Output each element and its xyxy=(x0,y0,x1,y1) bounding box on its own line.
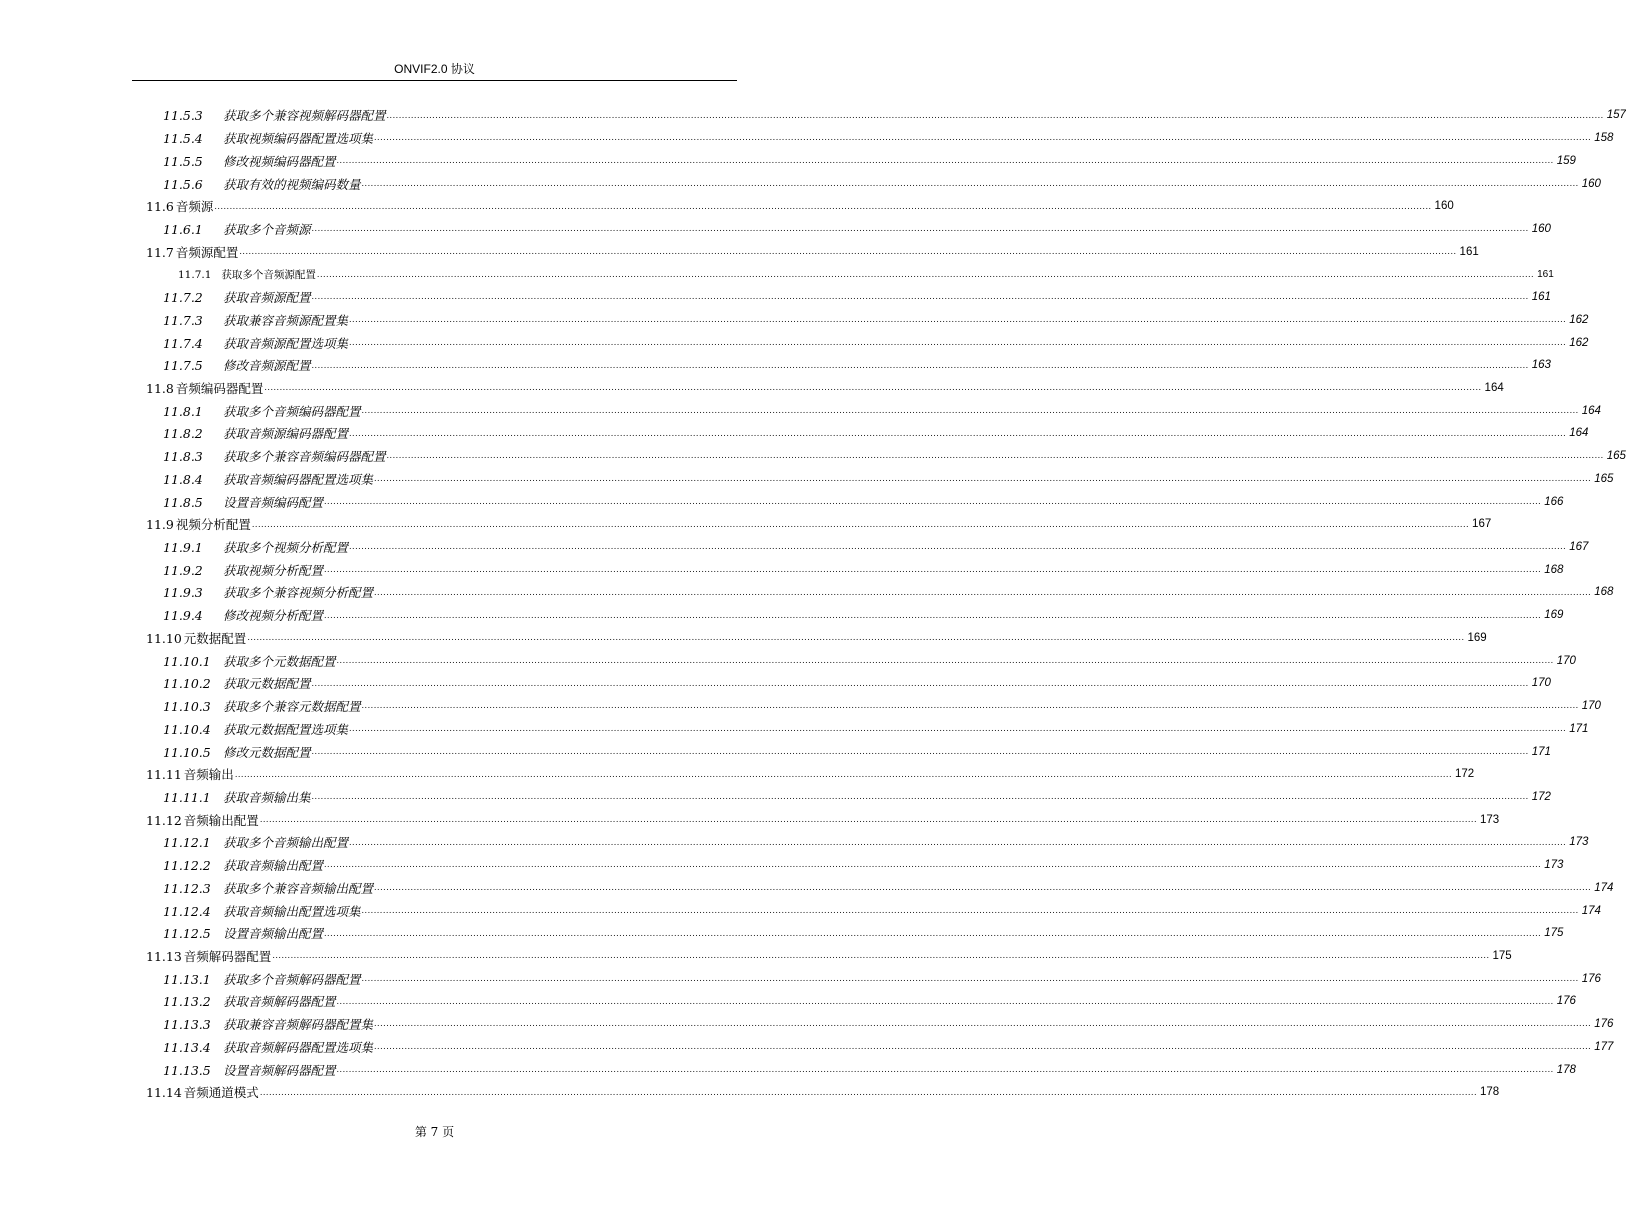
toc-entry-title: 获取音频源配置 xyxy=(223,290,311,306)
toc-entry[interactable] xyxy=(146,627,1487,650)
toc-entry-title: 修改视频分析配置 xyxy=(223,608,324,624)
toc-entry-label xyxy=(163,833,348,851)
toc-dot-leader: ................................................................................................................................................................................................................................................................................................................................................................................................................ xyxy=(336,1064,1554,1074)
toc-entry-number: 11.5.3 xyxy=(163,108,203,124)
toc-entry-number: 11.7.4 xyxy=(163,335,203,351)
toc-entry-title: 获取音频编码器配置选项集 xyxy=(223,471,374,487)
toc-entry-title: 音频通道模式 xyxy=(183,1085,259,1101)
toc-dot-leader: ................................................................................................................................................................................................................................................................................................................................................................................................................ xyxy=(349,724,1567,734)
toc-entry[interactable] xyxy=(146,808,1500,831)
toc-entry-title: 获取多个视频分析配置 xyxy=(223,540,349,556)
toc-entry-title: 获取多个音频源 xyxy=(223,221,311,237)
toc-entry[interactable] xyxy=(163,536,1589,559)
toc-page-number: 163 xyxy=(1531,359,1551,372)
toc-page-number: 174 xyxy=(1594,881,1614,894)
toc-dot-leader: ................................................................................................................................................................................................................................................................................................................................................................................................................ xyxy=(336,156,1554,166)
toc-dot-leader: ................................................................................................................................................................................................................................................................................................................................................................................................................ xyxy=(324,610,1542,620)
toc-dot-leader: ................................................................................................................................................................................................................................................................................................................................................................................................................ xyxy=(247,633,1465,643)
toc-entry-label xyxy=(163,356,311,374)
toc-entry-label xyxy=(146,811,259,829)
toc-dot-leader: ................................................................................................................................................................................................................................................................................................................................................................................................................ xyxy=(214,201,1432,211)
toc-page-number: 169 xyxy=(1467,631,1487,644)
toc-entry-label xyxy=(163,902,361,920)
toc-dot-leader: ................................................................................................................................................................................................................................................................................................................................................................................................................ xyxy=(264,383,1482,393)
toc-page-number: 159 xyxy=(1556,154,1576,167)
toc-page-number: 172 xyxy=(1531,790,1551,803)
toc-entry-number: 11.7.5 xyxy=(163,358,203,374)
toc-entry-title: 音频编码器配置 xyxy=(175,380,264,396)
toc-entry[interactable] xyxy=(163,740,1551,763)
toc-entry[interactable] xyxy=(163,831,1589,854)
toc-entry[interactable] xyxy=(163,649,1576,672)
toc-entry[interactable] xyxy=(163,581,1614,604)
toc-entry-title: 获取兼容音频源配置集 xyxy=(223,312,349,328)
toc-page-number: 172 xyxy=(1455,768,1475,781)
toc-dot-leader: ................................................................................................................................................................................................................................................................................................................................................................................................................ xyxy=(361,905,1579,915)
toc-page-number: 164 xyxy=(1484,381,1504,394)
toc-entry-label xyxy=(146,1083,259,1101)
toc-entry-number: 11.9.3 xyxy=(163,585,203,601)
toc-page-number: 165 xyxy=(1606,450,1626,463)
toc-entry-number: 11.8.5 xyxy=(163,494,203,510)
toc-entry-number: 11.8.4 xyxy=(163,471,203,487)
toc-entry-title: 元数据配置 xyxy=(183,630,247,646)
toc-entry[interactable] xyxy=(163,1013,1614,1036)
toc-entry-number: 11.10.2 xyxy=(163,676,211,692)
toc-page-number: 168 xyxy=(1544,563,1564,576)
toc-entry-number: 11.5.6 xyxy=(163,176,203,192)
toc-entry-label xyxy=(163,1038,373,1056)
toc-entry-number: 11.12.3 xyxy=(163,880,211,896)
toc-entry-number: 11.8.3 xyxy=(163,449,203,465)
toc-entry-label xyxy=(146,515,251,533)
toc-entry-number: 11.9.1 xyxy=(163,540,203,556)
toc-page-number: 170 xyxy=(1556,654,1576,667)
toc-entry-label xyxy=(163,606,323,624)
toc-entry-label xyxy=(163,879,373,897)
toc-entry-title: 获取兼容音频解码器配置集 xyxy=(223,1017,374,1033)
toc-dot-leader: ................................................................................................................................................................................................................................................................................................................................................................................................................ xyxy=(374,474,1592,484)
toc-dot-leader: ................................................................................................................................................................................................................................................................................................................................................................................................................ xyxy=(324,928,1542,938)
toc-entry-number: 11.10.4 xyxy=(163,721,211,737)
toc-entry-label xyxy=(163,970,361,988)
toc-page-number: 175 xyxy=(1544,927,1564,940)
toc-entry-number: 11.8.1 xyxy=(163,403,203,419)
toc-dot-leader: ................................................................................................................................................................................................................................................................................................................................................................................................................ xyxy=(272,951,1490,961)
toc-entry-title: 获取多个兼容视频分析配置 xyxy=(223,585,374,601)
toc-dot-leader: ................................................................................................................................................................................................................................................................................................................................................................................................................ xyxy=(251,519,1470,529)
toc-page-number: 167 xyxy=(1472,518,1492,531)
toc-entry-label xyxy=(146,379,263,397)
toc-entry-title: 获取音频输出配置 xyxy=(223,858,324,874)
toc-entry-label xyxy=(163,175,361,193)
toc-entry-number: 11.8 xyxy=(146,380,174,396)
toc-dot-leader: ................................................................................................................................................................................................................................................................................................................................................................................................................ xyxy=(349,837,1567,847)
toc-entry-title: 获取多个音频源配置 xyxy=(221,268,316,281)
toc-entry-title: 获取视频分析配置 xyxy=(223,562,324,578)
toc-entry-title: 获取有效的视频编码数量 xyxy=(223,176,361,192)
toc-page-number: 157 xyxy=(1606,109,1626,122)
toc-entry[interactable] xyxy=(163,172,1601,195)
toc-page-number: 167 xyxy=(1569,541,1589,554)
toc-entry-label xyxy=(163,129,373,147)
toc-entry-number: 11.10.1 xyxy=(163,653,211,669)
toc-dot-leader: ................................................................................................................................................................................................................................................................................................................................................................................................................ xyxy=(311,224,1529,234)
toc-page-number: 161 xyxy=(1531,291,1551,304)
toc-entry-number: 11.12.1 xyxy=(163,835,211,851)
toc-entry-title: 设置音频输出配置 xyxy=(223,926,324,942)
toc-entry[interactable] xyxy=(178,263,1554,286)
toc-page-number: 165 xyxy=(1594,472,1614,485)
toc-page-number: 173 xyxy=(1544,859,1564,872)
toc-entry-title: 获取多个兼容音频编码器配置 xyxy=(223,449,386,465)
toc-entry-number: 11.6 xyxy=(146,199,174,215)
toc-entry-title: 修改音频源配置 xyxy=(223,358,311,374)
toc-dot-leader: ................................................................................................................................................................................................................................................................................................................................................................................................................ xyxy=(336,996,1554,1006)
toc-entry-label xyxy=(163,152,336,170)
toc-page-number: 176 xyxy=(1594,1018,1614,1031)
toc-entry-label xyxy=(163,288,311,306)
toc-dot-leader: ................................................................................................................................................................................................................................................................................................................................................................................................................ xyxy=(349,428,1567,438)
toc-page-number: 171 xyxy=(1569,722,1589,735)
toc-page-number: 160 xyxy=(1434,200,1454,213)
toc-entry[interactable] xyxy=(163,1036,1614,1059)
page-header: ONVIF2.0 协议 xyxy=(132,60,737,81)
toc-entry-label xyxy=(163,652,336,670)
toc-entry-title: 获取多个音频编码器配置 xyxy=(223,403,361,419)
toc-entry[interactable] xyxy=(163,922,1564,945)
toc-entry[interactable] xyxy=(163,354,1551,377)
toc-entry-title: 视频分析配置 xyxy=(175,517,251,533)
toc-dot-leader: ................................................................................................................................................................................................................................................................................................................................................................................................................ xyxy=(374,883,1592,893)
toc-entry-number: 11.9.4 xyxy=(163,608,203,624)
toc-entry-title: 获取元数据配置选项集 xyxy=(223,721,349,737)
toc-entry[interactable] xyxy=(163,286,1551,309)
toc-entry-label xyxy=(146,765,234,783)
toc-entry-number: 11.9 xyxy=(146,517,174,533)
toc-entry[interactable] xyxy=(163,149,1576,172)
toc-entry[interactable] xyxy=(163,127,1614,150)
toc-dot-leader: ................................................................................................................................................................................................................................................................................................................................................................................................................ xyxy=(259,815,1477,824)
toc-page-number: 170 xyxy=(1531,677,1551,690)
toc-entry-title: 获取音频源配置选项集 xyxy=(223,335,349,351)
toc-entry-title: 获取多个兼容视频解码器配置 xyxy=(223,108,386,124)
toc-entry[interactable] xyxy=(146,763,1475,786)
toc-dot-leader: ................................................................................................................................................................................................................................................................................................................................................................................................................ xyxy=(324,565,1542,575)
toc-entry-number: 11.11 xyxy=(146,767,182,783)
toc-entry-label xyxy=(146,629,246,647)
toc-entry-label xyxy=(163,788,311,806)
toc-entry-title: 获取多个元数据配置 xyxy=(223,653,336,669)
toc-entry-label xyxy=(163,447,386,465)
toc-page-number: 166 xyxy=(1544,495,1564,508)
toc-dot-leader: ................................................................................................................................................................................................................................................................................................................................................................................................................ xyxy=(239,247,1457,256)
toc-entry-label xyxy=(146,947,271,965)
toc-page-number: 170 xyxy=(1581,700,1601,713)
toc-entry-title: 修改视频编码器配置 xyxy=(223,153,336,169)
toc-dot-leader: ................................................................................................................................................................................................................................................................................................................................................................................................................ xyxy=(361,406,1579,416)
toc-entry-number: 11.13 xyxy=(146,948,182,964)
toc-entry[interactable] xyxy=(163,876,1614,899)
toc-dot-leader: ................................................................................................................................................................................................................................................................................................................................................................................................................ xyxy=(311,360,1529,370)
toc-entry[interactable] xyxy=(146,945,1512,968)
toc-entry[interactable] xyxy=(163,468,1614,491)
toc-entry-label xyxy=(146,197,213,215)
toc-entry-label xyxy=(163,561,323,579)
toc-entry-number: 11.7.1 xyxy=(178,268,212,281)
toc-entry-label xyxy=(163,402,361,420)
toc-entry-number: 11.10.3 xyxy=(163,699,211,715)
toc-entry-number: 11.7.2 xyxy=(163,290,203,306)
toc-entry[interactable] xyxy=(163,1058,1576,1081)
toc-entry-label xyxy=(163,470,373,488)
toc-entry-number: 11.13.3 xyxy=(163,1017,211,1033)
toc-entry[interactable] xyxy=(163,308,1589,331)
toc-entry-title: 获取视频编码器配置选项集 xyxy=(223,131,374,147)
toc-entry-label xyxy=(163,424,348,442)
toc-entry-label xyxy=(163,311,348,329)
toc-page-number: 161 xyxy=(1459,245,1479,258)
toc-page-number: 171 xyxy=(1531,745,1551,758)
toc-page-number: 174 xyxy=(1581,904,1601,917)
toc-page-number: 161 xyxy=(1537,268,1554,280)
toc-entry[interactable] xyxy=(163,899,1601,922)
toc-page-number: 160 xyxy=(1581,177,1601,190)
toc-entry-title: 获取元数据配置 xyxy=(223,676,311,692)
toc-entry-label xyxy=(146,243,238,261)
toc-entry-number: 11.13.4 xyxy=(163,1039,211,1055)
toc-dot-leader: ................................................................................................................................................................................................................................................................................................................................................................................................................ xyxy=(311,792,1529,802)
toc-entry-title: 音频输出 xyxy=(183,767,234,783)
toc-entry-title: 获取音频输出集 xyxy=(223,789,311,805)
toc-entry[interactable] xyxy=(163,672,1551,695)
toc-entry[interactable] xyxy=(163,422,1589,445)
toc-entry-number: 11.14 xyxy=(146,1085,182,1101)
toc-page-number: 168 xyxy=(1594,586,1614,599)
toc-entry[interactable] xyxy=(146,1081,1500,1104)
toc-entry-number: 11.12.4 xyxy=(163,903,211,919)
toc-entry[interactable] xyxy=(163,854,1564,877)
toc-entry-title: 获取音频输出配置选项集 xyxy=(223,903,361,919)
toc-page-number: 173 xyxy=(1480,813,1500,826)
toc-entry-number: 11.10 xyxy=(146,630,182,646)
toc-dot-leader: ................................................................................................................................................................................................................................................................................................................................................................................................................ xyxy=(324,496,1542,506)
toc-entry-title: 音频源 xyxy=(175,199,214,215)
toc-entry-label xyxy=(163,334,348,352)
toc-entry-label xyxy=(163,493,323,511)
toc-entry-label xyxy=(163,856,323,874)
toc-entry[interactable] xyxy=(163,990,1576,1013)
toc-entry-number: 11.5.5 xyxy=(163,153,203,169)
toc-dot-leader: ................................................................................................................................................................................................................................................................................................................................................................................................................ xyxy=(349,337,1567,347)
toc-page-number: 164 xyxy=(1581,404,1601,417)
toc-page-number: 177 xyxy=(1594,1040,1614,1053)
toc-page-number: 176 xyxy=(1581,972,1601,985)
toc-dot-leader: ................................................................................................................................................................................................................................................................................................................................................................................................................ xyxy=(336,655,1554,665)
toc-page-number: 158 xyxy=(1594,132,1614,145)
page-number: 第 7 页 xyxy=(414,1125,455,1139)
toc-entry-label xyxy=(163,743,311,761)
toc-entry-label xyxy=(163,992,336,1010)
toc-entry-title: 获取音频解码器配置选项集 xyxy=(223,1039,374,1055)
toc-entry-title: 修改元数据配置 xyxy=(223,744,311,760)
toc-entry[interactable] xyxy=(163,967,1601,990)
toc-entry[interactable] xyxy=(163,399,1601,422)
toc-entry-title: 音频输出配置 xyxy=(183,812,259,828)
toc-entry[interactable] xyxy=(163,558,1564,581)
toc-entry-title: 获取多个兼容音频输出配置 xyxy=(223,880,374,896)
toc-entry-number: 11.8.2 xyxy=(163,426,203,442)
toc-entry-label xyxy=(163,1015,373,1033)
toc-entry[interactable] xyxy=(163,331,1589,354)
toc-dot-leader: ................................................................................................................................................................................................................................................................................................................................................................................................................ xyxy=(311,678,1529,688)
toc-entry-label xyxy=(163,924,323,942)
toc-entry-label xyxy=(178,267,316,282)
toc-page-number: 178 xyxy=(1480,1086,1500,1099)
toc-entry[interactable] xyxy=(163,104,1626,127)
toc-dot-leader: ................................................................................................................................................................................................................................................................................................................................................................................................................ xyxy=(361,701,1579,711)
toc-entry-label xyxy=(163,106,386,124)
toc-page-number: 160 xyxy=(1531,222,1551,235)
toc-dot-leader: ................................................................................................................................................................................................................................................................................................................................................................................................................ xyxy=(374,587,1592,597)
toc-entry-title: 获取音频解码器配置 xyxy=(223,994,336,1010)
toc-entry-title: 获取音频源编码器配置 xyxy=(223,426,349,442)
toc-entry[interactable] xyxy=(163,218,1551,241)
toc-page-number: 162 xyxy=(1569,313,1589,326)
toc-entry[interactable] xyxy=(163,604,1564,627)
toc-dot-leader: ................................................................................................................................................................................................................................................................................................................................................................................................................ xyxy=(361,974,1579,984)
toc-dot-leader: ................................................................................................................................................................................................................................................................................................................................................................................................................ xyxy=(234,769,1452,779)
toc-entry-label xyxy=(163,674,311,692)
toc-entry-label xyxy=(163,720,348,738)
toc-entry[interactable] xyxy=(146,513,1492,536)
toc-entry-number: 11.11.1 xyxy=(163,789,211,805)
toc-entry-number: 11.13.2 xyxy=(163,994,211,1010)
toc-dot-leader: ................................................................................................................................................................................................................................................................................................................................................................................................................ xyxy=(374,133,1592,143)
toc-entry-number: 11.13.1 xyxy=(163,971,211,987)
toc-entry-title: 设置音频解码器配置 xyxy=(223,1062,336,1078)
toc-entry[interactable] xyxy=(163,490,1564,513)
toc-entry-title: 获取多个音频输出配置 xyxy=(223,835,349,851)
toc-entry-title: 获取多个兼容元数据配置 xyxy=(223,699,361,715)
toc-entry-label xyxy=(163,220,311,238)
toc-page-number: 176 xyxy=(1556,995,1576,1008)
toc-dot-leader: ................................................................................................................................................................................................................................................................................................................................................................................................................ xyxy=(259,1087,1477,1097)
toc-dot-leader: ................................................................................................................................................................................................................................................................................................................................................................................................................ xyxy=(311,292,1529,302)
toc-entry-number: 11.7 xyxy=(146,244,174,260)
toc-entry[interactable] xyxy=(146,240,1479,263)
toc-entry[interactable] xyxy=(163,717,1589,740)
toc-entry-label xyxy=(163,583,373,601)
toc-page-number: 178 xyxy=(1556,1063,1576,1076)
toc-entry-title: 设置音频编码配置 xyxy=(223,494,324,510)
toc-entry[interactable] xyxy=(163,445,1626,468)
toc-entry-number: 11.9.2 xyxy=(163,562,203,578)
toc-page-number: 173 xyxy=(1569,836,1589,849)
toc-entry[interactable] xyxy=(163,786,1551,809)
toc-entry-number: 11.13.5 xyxy=(163,1062,211,1078)
toc-entry[interactable] xyxy=(146,195,1454,218)
toc-dot-leader: ................................................................................................................................................................................................................................................................................................................................................................................................................ xyxy=(316,269,1535,279)
toc-dot-leader: ................................................................................................................................................................................................................................................................................................................................................................................................................ xyxy=(311,746,1529,756)
toc-page-number: 164 xyxy=(1569,427,1589,440)
toc-page-number: 162 xyxy=(1569,336,1589,349)
toc-entry-number: 11.12 xyxy=(146,812,182,828)
toc-page-number: 175 xyxy=(1492,949,1512,962)
toc-dot-leader: ................................................................................................................................................................................................................................................................................................................................................................................................................ xyxy=(361,178,1579,188)
toc-dot-leader: ................................................................................................................................................................................................................................................................................................................................................................................................................ xyxy=(349,542,1567,552)
toc-entry-number: 11.5.4 xyxy=(163,131,203,147)
toc-entry-number: 11.7.3 xyxy=(163,312,203,328)
toc-entry-number: 11.12.2 xyxy=(163,858,211,874)
toc-entry-title: 音频解码器配置 xyxy=(183,948,272,964)
toc-entry-title: 音频源配置 xyxy=(175,244,239,260)
toc-entry-label xyxy=(163,697,361,715)
toc-dot-leader: ................................................................................................................................................................................................................................................................................................................................................................................................................ xyxy=(374,1042,1592,1052)
toc-dot-leader: ................................................................................................................................................................................................................................................................................................................................................................................................................ xyxy=(349,315,1567,325)
toc-dot-leader: ................................................................................................................................................................................................................................................................................................................................................................................................................ xyxy=(374,1019,1592,1029)
toc-dot-leader: ................................................................................................................................................................................................................................................................................................................................................................................................................ xyxy=(386,110,1604,120)
toc-dot-leader: ................................................................................................................................................................................................................................................................................................................................................................................................................ xyxy=(324,860,1542,870)
toc-entry-title: 获取多个音频解码器配置 xyxy=(223,971,361,987)
toc-entry[interactable] xyxy=(163,695,1601,718)
toc-entry-number: 11.10.5 xyxy=(163,744,211,760)
toc-entry[interactable] xyxy=(146,377,1504,400)
toc-dot-leader: ................................................................................................................................................................................................................................................................................................................................................................................................................ xyxy=(386,451,1604,461)
toc-entry-label xyxy=(163,538,348,556)
toc-entry-number: 11.12.5 xyxy=(163,926,211,942)
toc-page-number: 169 xyxy=(1544,609,1564,622)
toc-entry-label xyxy=(163,1061,336,1079)
toc-entry-number: 11.6.1 xyxy=(163,221,203,237)
